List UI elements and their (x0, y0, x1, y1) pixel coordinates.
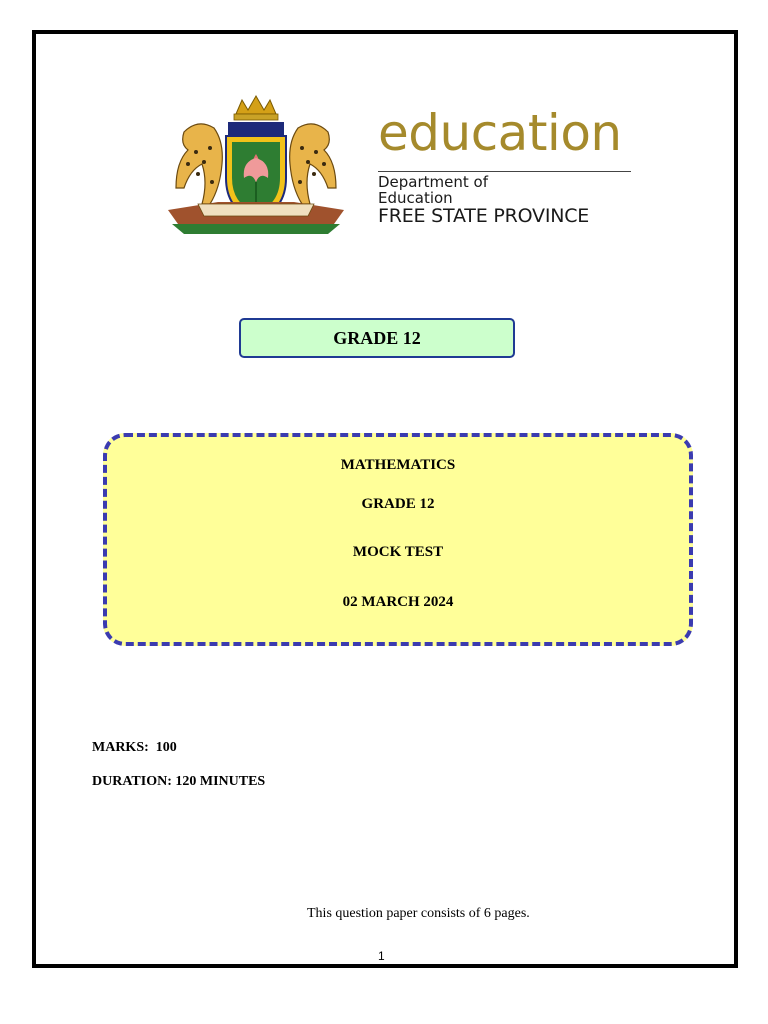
education-line: Education (378, 189, 453, 207)
marks-text: MARKS: 100 (92, 740, 177, 755)
education-logo-word: education (378, 104, 622, 162)
logo-divider (378, 171, 631, 172)
subject-title: MATHEMATICS (340, 457, 456, 473)
exam-info-box (103, 433, 693, 646)
duration-text: DURATION: 120 MINUTES (92, 774, 266, 789)
grade-title: GRADE 12 (361, 496, 435, 512)
grade-banner: GRADE 12 (239, 318, 515, 358)
page-number: 1 (378, 949, 385, 963)
province-line: FREE STATE PROVINCE (378, 205, 590, 227)
exam-date: 02 MARCH 2024 (342, 594, 454, 610)
coat-of-arms-emblem (158, 92, 354, 240)
test-type-title: MOCK TEST (352, 544, 444, 560)
pages-note: This question paper consists of 6 pages. (307, 906, 530, 921)
department-line: Department of (378, 173, 488, 191)
